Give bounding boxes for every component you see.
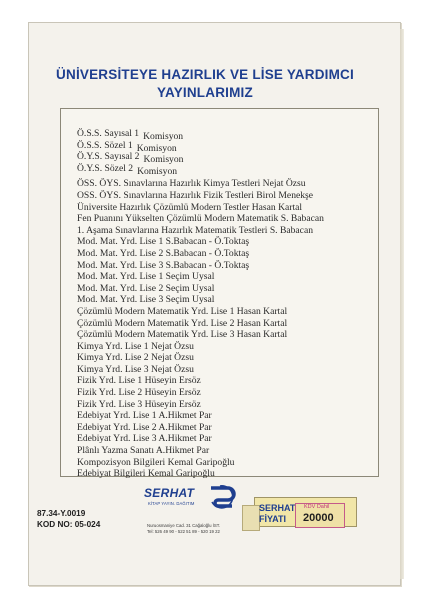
list-item [77,445,373,457]
list-item [77,128,373,140]
list-item-author: Komisyon [143,131,184,142]
list-item-title: Edebiyat Yrd. Lise 3 A.Hikmet Par [77,433,212,445]
publisher-logo-mark-icon [208,484,238,510]
list-item-title: Kimya Yrd. Lise 1 Nejat Özsu [77,340,194,352]
list-item-title: Mod. Mat. Yrd. Lise 2 S.Babacan - Ö.Toktaş [77,247,250,259]
publisher-name: SERHAT [144,486,195,500]
list-item [77,422,373,434]
catalog-heading-line-2: YAYINLARIMIZ [157,85,253,100]
list-item [77,236,373,248]
list-item-title: Edebiyat Bilgileri Kemal Garipoğlu [77,468,215,480]
address-line-1: Nuruosmaniye Cad. 31 Cağaloğlu İST. [147,523,221,528]
list-item [77,364,373,376]
list-item [77,433,373,445]
price-value: 20000 [303,512,334,524]
list-item-title: Ö.S.S. Sözel 1 [77,139,133,151]
list-item [77,260,373,272]
sticker-brand: SERHAT [259,503,296,513]
serial-number: 87.34-Y.0019 [37,509,86,518]
list-item-title: Kompozisyon Bilgileri Kemal Garipoğlu [77,456,235,468]
list-item [77,399,373,411]
list-item-title: Çözümlü Modern Matematik Yrd. Lise 3 Hasan Kartal [77,329,288,341]
list-item [77,190,373,202]
kod-number: KOD NO: 05-024 [37,520,101,529]
list-item [77,387,373,399]
list-item [77,271,373,283]
list-item [77,213,373,225]
list-item-title: Ö.Y.S. Sayısal 2 [77,151,140,163]
list-item-title: Fizik Yrd. Lise 3 Hüseyin Ersöz [77,398,201,410]
list-item [77,225,373,237]
list-item-title: Üniversite Hazırlık Çözümlü Modern Testler Hasan Kartal [77,201,303,213]
list-item-title: Mod. Mat. Yrd. Lise 3 Seçim Uysal [77,294,215,306]
sticker-price-label: FİYATI [259,514,287,524]
catalog-heading-line-1: ÜNİVERSİTEYE HAZIRLIK VE LİSE YARDIMCI [56,67,354,82]
list-item-author: Komisyon [137,165,178,177]
list-item-title: Mod. Mat. Yrd. Lise 3 S.Babacan - Ö.Toktaş [77,259,250,271]
price-tag [295,503,345,528]
address-line-2: Tel: 526 49 90 - 522 51 89 - 520 19 22 [147,528,220,534]
list-item-title: Mod. Mat. Yrd. Lise 1 Seçim Uysal [77,271,215,283]
list-item [77,318,373,330]
list-item-title: Mod. Mat. Yrd. Lise 1 S.Babacan - Ö.Toktaş [77,236,250,248]
price-sticker-tab [242,505,260,531]
list-item-title: Kimya Yrd. Lise 3 Nejat Özsu [77,363,194,375]
list-item [77,457,373,469]
list-item-author: Komisyon [136,142,177,154]
list-item [77,248,373,260]
list-item [77,202,373,214]
list-item-author: Komisyon [143,154,184,166]
list-item [77,306,373,318]
list-item [77,329,373,341]
list-item [77,375,373,387]
list-item-title: Mod. Mat. Yrd. Lise 2 Seçim Uysal [77,282,215,294]
list-item [77,283,373,295]
publisher-tagline: KİTAP YAYIN. DAĞITIM [148,501,195,506]
list-item-title: Edebiyat Yrd. Lise 1 A.Hikmet Par [77,410,212,422]
list-item-title: OSS. ÖYS. Sınavlarına Hazırlık Fizik Testleri Birol Menekşe [77,189,314,201]
list-item [77,468,373,480]
publisher-logo [140,484,240,524]
list-item [77,294,373,306]
list-item [77,163,373,175]
book-page-edge [400,29,404,579]
kdv-label: KDV Dahil [304,504,330,510]
list-item [77,352,373,364]
publication-list-panel [60,108,379,480]
list-item-title: Fizik Yrd. Lise 1 Hüseyin Ersöz [77,375,201,387]
publication-list [77,128,373,480]
list-item-title: 1. Aşama Sınavlarına Hazırlık Matematik Testleri S. Babacan [77,224,313,236]
list-item-title: ÖSS. ÖYS. Sınavlarına Hazırlık Kimya Testleri Nejat Özsu [77,178,306,190]
list-item-title: Çözümlü Modern Matematik Yrd. Lise 2 Hasan Kartal [77,317,288,329]
list-item-title: Çözümlü Modern Matematik Yrd. Lise 1 Hasan Kartal [77,305,288,317]
list-item [77,410,373,422]
list-item-title: Fizik Yrd. Lise 2 Hüseyin Ersöz [77,387,201,399]
list-item-title: Kimya Yrd. Lise 2 Nejat Özsu [77,352,194,364]
list-item-title: Fen Puanını Yükselten Çözümlü Modern Matematik S. Babacan [77,213,324,225]
list-item [77,341,373,353]
list-item-title: Ö.S.S. Sayısal 1 [77,128,140,139]
catalog-heading [30,66,380,102]
list-item-title: Plânlı Yazma Sanatı A.Hikmet Par [77,445,210,457]
catalog-codes [37,508,100,530]
list-item-title: Ö.Y.S. Sözel 2 [77,162,134,174]
list-item [77,151,373,166]
list-item-title: Edebiyat Yrd. Lise 2 A.Hikmet Par [77,421,212,433]
list-item [77,178,373,190]
list-item [77,140,373,152]
